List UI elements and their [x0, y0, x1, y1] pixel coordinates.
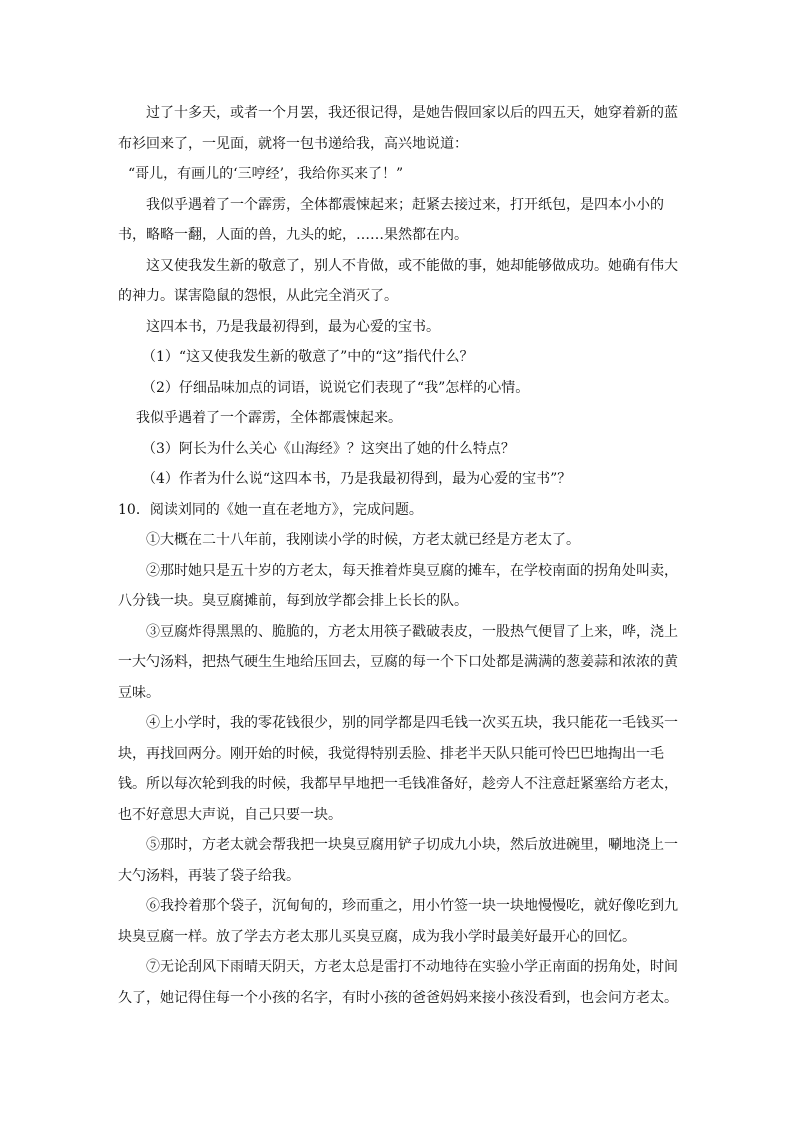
passage-paragraph-4: 这四本书，乃是我最初得到，最为心爱的宝书。 [146, 318, 440, 335]
q10-paragraph-7: ⑦无论刮风下雨晴天阴天，方老太总是雷打不动地待在实验小学正南面的拐角处，时间久了，她记得住每一个小孩的名字，有时小孩的爸爸妈妈来接小孩没看到，也会问方老太。 [118, 959, 678, 1006]
question-3: （3）阿长为什么关心《山海经》？这突出了她的什么特点？ [142, 440, 515, 457]
question-2: （2）仔细品味加点的词语，说说它们表现了“我”怎样的心情。 [142, 379, 530, 396]
question-4: （4）作者为什么说“这四本书，乃是我最初得到，最为心爱的宝书”？ [142, 471, 572, 487]
q10-paragraph-2: ②那时她只是五十岁的方老太，每天推着炸臭豆腐的摊车，在学校南面的拐角处叫卖，八分钱一块。臭豆腐摊前，每到放学都会排上长长的队。 [118, 562, 678, 609]
question-1: （1）“这又使我发生新的敬意了”中的“这”指代什么？ [142, 349, 474, 365]
question-2-quoted-sentence: 我似乎遇着了一个霹雳，全体都震悚起来。 [136, 410, 402, 426]
passage-paragraph-1: 过了十多天，或者一个月罢，我还很记得，是她告假回家以后的四五天，她穿着新的蓝布衫回来了，一见面，就将一包书递给我，高兴地说道： [118, 105, 678, 152]
document-page [118, 98, 680, 1013]
q10-paragraph-4: ④上小学时，我的零花钱很少，别的同学都是四毛钱一次买五块，我只能花一毛钱买一块，再找回两分。刚开始的时候，我觉得特别丢脸、排老半天队只能可怜巴巴地掏出一毛钱。所以每次轮到我的时候，我都早早地把一毛钱准备好，趁旁人不注意赶紧塞给方老太，也不好意思大声说，自己只要一块。 [118, 715, 678, 823]
passage-paragraph-3: 这又使我发生新的敬意了，别人不肯做，或不能做的事，她却能够做成功。她确有伟大的神力。谋害隐鼠的怨恨，从此完全消灭了。 [118, 257, 678, 304]
passage-quote: “哥儿，有画儿的‘三哼经’，我给你买来了！” [128, 166, 404, 182]
passage-paragraph-2: 我似乎遇着了一个霹雳，全体都震悚起来；赶紧去接过来，打开纸包，是四本小小的书，略略一翻，人面的兽，九头的蛇，……果然都在内。 [118, 196, 664, 243]
q10-paragraph-1: ①大概在二十八年前，我刚读小学的时候，方老太就已经是方老太了。 [146, 532, 580, 548]
q10-paragraph-6: ⑥我拎着那个袋子，沉甸甸的，珍而重之，用小竹签一块一块地慢慢吃，就好像吃到九块臭豆腐一样。放了学去方老太那儿买臭豆腐，成为我小学时最美好最开心的回忆。 [118, 898, 678, 945]
question-10-heading: 10．阅读刘同的《她一直在老地方》，完成问题。 [118, 501, 423, 518]
q10-paragraph-3: ③豆腐炸得黑黑的、脆脆的，方老太用筷子戳破表皮，一股热气便冒了上来，哗，浇上一大勺汤料，把热气硬生生地给压回去，豆腐的每一个下口处都是满满的葱姜蒜和浓浓的黄豆味。 [118, 623, 678, 701]
q10-paragraph-5: ⑤那时，方老太就会帮我把一块臭豆腐用铲子切成九小块，然后放进碗里，唰地浇上一大勺汤料，再装了袋子给我。 [118, 837, 678, 884]
